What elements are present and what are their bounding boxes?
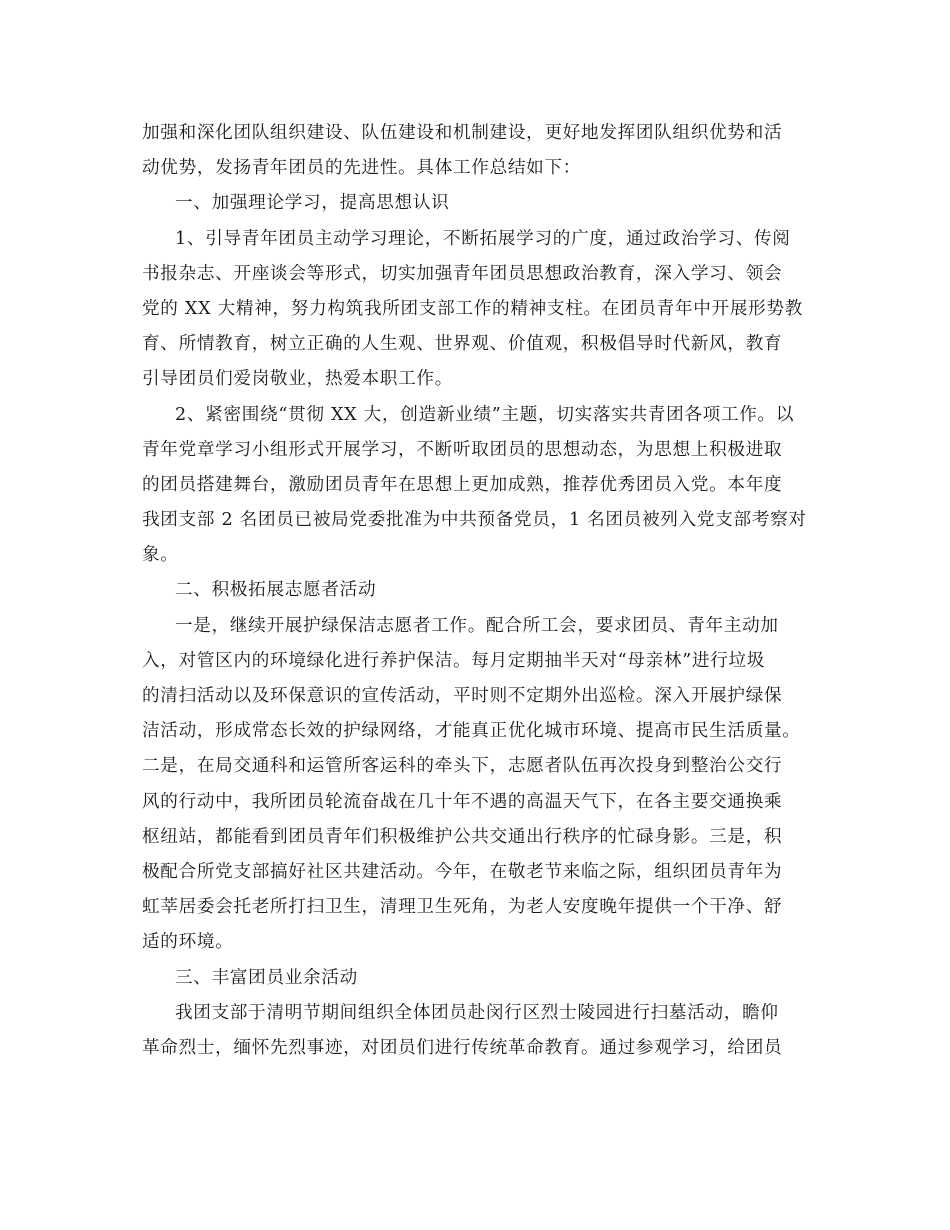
text-line: 我团支部 2 名团员已被局党委批准为中共预备党员，1 名团员被列入党支部考察对: [142, 510, 807, 531]
text-line: 青年党章学习小组形式开展学习，不断听取团员的思想动态，为思想上积极进取: [142, 439, 783, 460]
text-line: 2、紧密围绕“贯彻 XX 大，创造新业绩”主题，切实落实共青团各项工作。以: [175, 404, 795, 425]
document-page: [142, 116, 814, 1066]
section-heading: 三、丰富团员业余活动: [175, 967, 358, 988]
section-heading: 二、积极拓展志愿者活动: [175, 580, 377, 601]
text-line: 加强和深化团队组织建设、队伍建设和机制建设，更好地发挥团队组织优势和活: [142, 123, 783, 143]
text-line: 引导团员们爱岗敬业，热爱本职工作。: [142, 369, 453, 390]
text-line: 极配合所党支部搞好社区共建活动。今年，在敬老节来临之际，组织团员青年为: [142, 861, 783, 882]
text-line: 的团员搭建舞台，激励团员青年在思想上更加成熟，推荐优秀团员入党。本年度: [142, 474, 783, 495]
text-line: 革命烈士，缅怀先烈事迹，对团员们进行传统革命教育。通过参观学习，给团员: [142, 1037, 783, 1058]
text-line: 育、所情教育，树立正确的人生观、世界观、价值观，积极倡导时代新风，教育: [142, 334, 783, 355]
text-line: 书报杂志、开座谈会等形式，切实加强青年团员思想政治教育，深入学习、领会: [142, 263, 783, 284]
section-heading: 一、加强理论学习，提高思想认识: [175, 193, 450, 214]
text-line: 我团支部于清明节期间组织全体团员赴闵行区烈士陵园进行扫墓活动，瞻仰: [175, 1002, 779, 1023]
text-line: 风的行动中，我所团员轮流奋战在几十年不遇的高温天气下，在各主要交通换乘: [142, 791, 783, 812]
text-line: 二是，在局交通科和运管所客运科的牵头下，志愿者队伍再次投身到整治公交行: [142, 756, 783, 777]
text-line: 1、引导青年团员主动学习理论，不断拓展学习的广度，通过政治学习、传阅: [175, 228, 791, 249]
text-line: 洁活动，形成常态长效的护绿网络，才能真正优化城市环境、提高市民生活质量。: [142, 721, 801, 742]
text-line: 象。: [142, 545, 179, 566]
text-line: 枢纽站，都能看到团员青年们积极维护公共交通出行秩序的忙碌身影。三是，积: [142, 826, 783, 847]
text-line: 动优势，发扬青年团员的先进性。具体工作总结如下：: [142, 158, 582, 179]
text-line: 的清扫活动以及环保意识的宣传活动，平时则不定期外出巡检。深入开展护绿保: [142, 686, 783, 706]
text-line: 一是，继续开展护绿保洁志愿者工作。配合所工会，要求团员、青年主动加: [175, 615, 779, 636]
text-line: 适的环境。: [142, 932, 234, 953]
text-line: 党的 XX 大精神，努力构筑我所团支部工作的精神支柱。在团员青年中开展形势教: [142, 298, 804, 319]
text-line: 虹莘居委会托老所打扫卫生，清理卫生死角，为老人安度晚年提供一个干净、舒: [142, 897, 783, 918]
text-line: 入，对管区内的环境绿化进行养护保洁。每月定期抽半天对“母亲林”进行垃圾: [142, 650, 766, 671]
